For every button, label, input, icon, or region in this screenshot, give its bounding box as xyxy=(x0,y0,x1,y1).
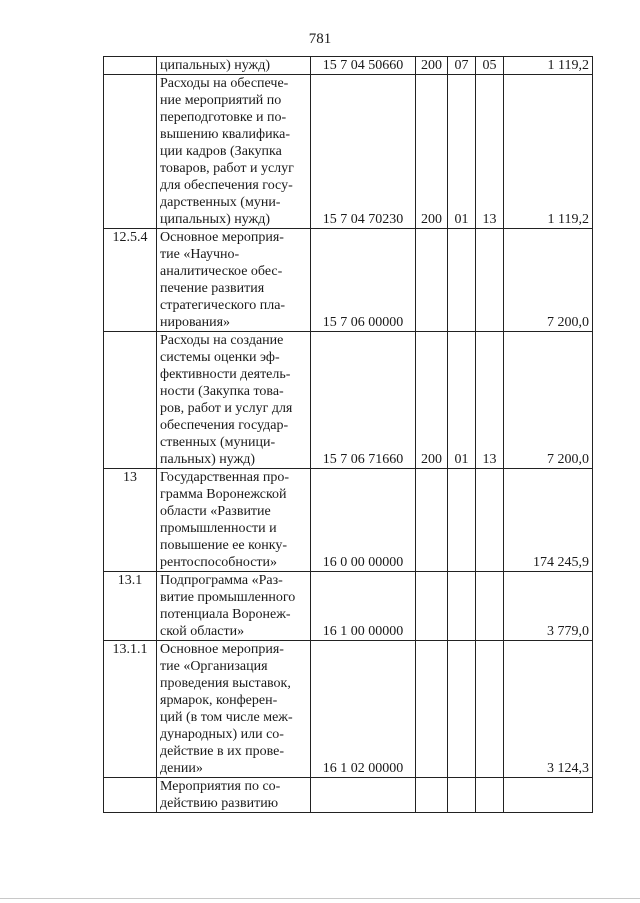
expense-name-line: Основное мероприя- xyxy=(160,642,284,657)
expense-name-line: Расходы на создание xyxy=(160,333,284,348)
amount-cell: 3 124,3 xyxy=(504,641,593,778)
amount-cell xyxy=(504,778,593,813)
expense-name-line: дении» xyxy=(160,761,203,776)
row-number-cell xyxy=(104,57,157,75)
table-row xyxy=(104,57,593,75)
amount-cell: 1 119,2 xyxy=(504,75,593,229)
expense-name-cell xyxy=(157,469,311,572)
expense-name-cell xyxy=(157,641,311,778)
expense-type-cell xyxy=(416,229,448,332)
section-code-cell xyxy=(448,572,476,641)
expense-name-line: ципальных) нужд) xyxy=(160,212,271,227)
target-article-code-cell: 16 1 02 00000 xyxy=(311,641,416,778)
target-article-code-cell: 15 7 06 71660 xyxy=(311,332,416,469)
subsection-code-cell xyxy=(476,572,504,641)
row-number-cell: 12.5.4 xyxy=(104,229,157,332)
expense-name-line: для обеспечения госу- xyxy=(160,178,293,193)
subsection-code-cell xyxy=(476,778,504,813)
amount-cell: 7 200,0 xyxy=(504,229,593,332)
expense-name-line: промышленности и xyxy=(160,521,277,536)
expense-type-cell xyxy=(416,778,448,813)
expense-type-cell: 200 xyxy=(416,332,448,469)
table-row xyxy=(104,332,593,469)
expense-name-line: аналитическое обес- xyxy=(160,264,283,279)
expense-name-line: ярмарок, конферен- xyxy=(160,693,278,708)
subsection-code-cell xyxy=(476,229,504,332)
expense-name-line: ций (в том числе меж- xyxy=(160,710,293,725)
budget-table xyxy=(103,56,593,813)
amount-cell: 174 245,9 xyxy=(504,469,593,572)
expense-name-line: стратегического пла- xyxy=(160,298,286,313)
section-code-cell: 01 xyxy=(448,75,476,229)
row-number-cell: 13.1.1 xyxy=(104,641,157,778)
expense-name-line: пальных) нужд) xyxy=(160,452,256,467)
expense-name-cell xyxy=(157,572,311,641)
expense-name-line: системы оценки эф- xyxy=(160,350,280,365)
target-article-code-cell: 15 7 04 70230 xyxy=(311,75,416,229)
expense-name-line: товаров, работ и услуг xyxy=(160,161,294,176)
expense-type-cell xyxy=(416,572,448,641)
expense-name-line: области «Развитие xyxy=(160,504,271,519)
expense-name-line: Подпрограмма «Раз- xyxy=(160,573,283,588)
expense-name-line: грамма Воронежской xyxy=(160,487,287,502)
expense-name-line: вышению квалифика- xyxy=(160,127,291,142)
expense-name-cell xyxy=(157,57,311,75)
expense-name-line: витие промышленного xyxy=(160,590,296,605)
expense-name-line: ской области» xyxy=(160,624,245,639)
table-row xyxy=(104,572,593,641)
section-code-cell xyxy=(448,229,476,332)
expense-name-line: тие «Организация xyxy=(160,659,268,674)
scan-edge-line xyxy=(0,898,640,899)
expense-type-cell: 200 xyxy=(416,57,448,75)
expense-name-line: ципальных) нужд) xyxy=(160,58,271,73)
expense-name-cell xyxy=(157,778,311,813)
page-number: 781 xyxy=(308,31,332,47)
expense-name-line: действию развитию xyxy=(160,796,279,811)
row-number-cell: 13 xyxy=(104,469,157,572)
subsection-code-cell: 05 xyxy=(476,57,504,75)
subsection-code-cell: 13 xyxy=(476,332,504,469)
expense-name-line: фективности деятель- xyxy=(160,367,291,382)
expense-name-line: повышение ее конку- xyxy=(160,538,287,553)
expense-name-line: дарственных (муни- xyxy=(160,195,281,210)
expense-name-line: рентоспособности» xyxy=(160,555,278,570)
expense-name-cell xyxy=(157,332,311,469)
table-row xyxy=(104,229,593,332)
expense-name-line: Государственная про- xyxy=(160,470,290,485)
subsection-code-cell xyxy=(476,641,504,778)
section-code-cell xyxy=(448,641,476,778)
expense-name-line: ности (Закупка това- xyxy=(160,384,284,399)
amount-cell: 1 119,2 xyxy=(504,57,593,75)
amount-cell: 7 200,0 xyxy=(504,332,593,469)
section-code-cell: 07 xyxy=(448,57,476,75)
target-article-code-cell: 16 0 00 00000 xyxy=(311,469,416,572)
target-article-code-cell: 15 7 06 00000 xyxy=(311,229,416,332)
expense-name-line: действие в их прове- xyxy=(160,744,284,759)
section-code-cell: 01 xyxy=(448,332,476,469)
expense-type-cell xyxy=(416,469,448,572)
expense-name-line: проведения выставок, xyxy=(160,676,291,691)
expense-name-line: ров, работ и услуг для xyxy=(160,401,293,416)
target-article-code-cell: 15 7 04 50660 xyxy=(311,57,416,75)
expense-name-line: Мероприятия по со- xyxy=(160,779,281,794)
expense-name-line: ции кадров (Закупка xyxy=(160,144,282,159)
expense-name-line: потенциала Воронеж- xyxy=(160,607,291,622)
target-article-code-cell: 16 1 00 00000 xyxy=(311,572,416,641)
expense-name-line: нирования» xyxy=(160,315,231,330)
table-row xyxy=(104,641,593,778)
section-code-cell xyxy=(448,469,476,572)
row-number-cell: 13.1 xyxy=(104,572,157,641)
expense-name-line: дународных) или со- xyxy=(160,727,284,742)
target-article-code-cell xyxy=(311,778,416,813)
expense-name-line: ние мероприятий по xyxy=(160,93,282,108)
expense-name-line: тие «Научно- xyxy=(160,247,240,262)
expense-name-cell xyxy=(157,229,311,332)
table-row xyxy=(104,778,593,813)
table-row xyxy=(104,469,593,572)
expense-type-cell xyxy=(416,641,448,778)
expense-name-line: ственных (муници- xyxy=(160,435,276,450)
expense-name-line: печение развития xyxy=(160,281,265,296)
subsection-code-cell xyxy=(476,469,504,572)
expense-name-cell xyxy=(157,75,311,229)
amount-cell: 3 779,0 xyxy=(504,572,593,641)
expense-name-line: Расходы на обеспече- xyxy=(160,76,289,91)
expense-type-cell: 200 xyxy=(416,75,448,229)
expense-name-line: обеспечения государ- xyxy=(160,418,289,433)
budget-table-body xyxy=(104,57,593,813)
section-code-cell xyxy=(448,778,476,813)
row-number-cell xyxy=(104,778,157,813)
subsection-code-cell: 13 xyxy=(476,75,504,229)
row-number-cell xyxy=(104,75,157,229)
row-number-cell xyxy=(104,332,157,469)
expense-name-line: переподготовке и по- xyxy=(160,110,287,125)
table-row xyxy=(104,75,593,229)
expense-name-line: Основное мероприя- xyxy=(160,230,284,245)
